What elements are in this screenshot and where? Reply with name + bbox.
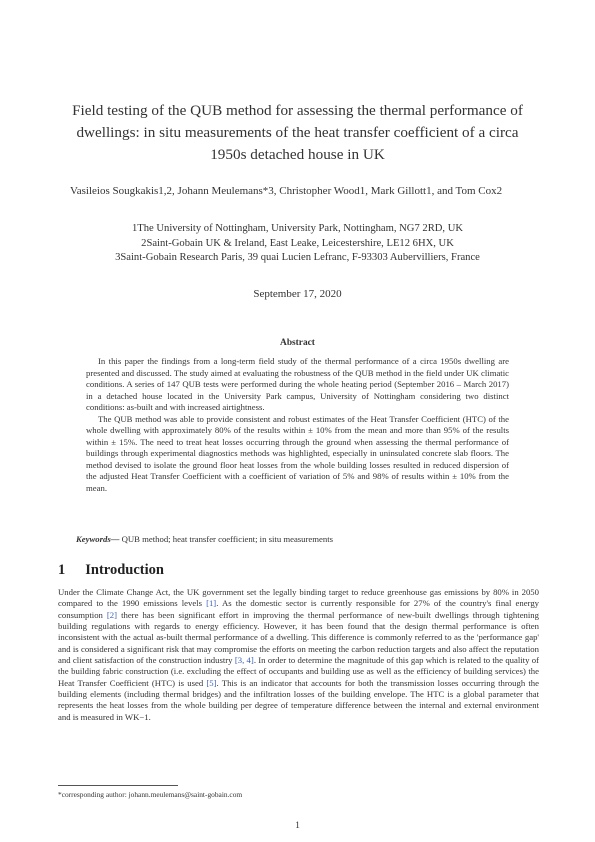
abstract-heading: Abstract [280, 338, 315, 348]
footnote: *corresponding author: johann.meulemans@saint-gobain.com [58, 790, 243, 799]
paper-title: Field testing of the QUB method for assessing the thermal performance of dwellings: in situ measurements of the heat transfer coefficient of a circa 1950s detached house in UK [72, 102, 523, 163]
body-text-5: . This is an indicator that accounts for both the transmission losses occurring through the building elements (including thermal bridges) and the infiltration losses of the building envelope. The HTC is a global parameter that represents the heat losses from the whole building per degree of temperature difference between the internal and external environment and is measured in WK−1. [58, 677, 539, 722]
section-number: 1 [58, 562, 66, 578]
affiliations [70, 222, 525, 266]
abstract-paragraph-1: In this paper the findings from a long-term field study of the thermal performance of a circa 1950s dwelling are presented and discussed. The study aimed at evaluating the robustness of the QUB method in the field under UK climatic conditions. A series of 147 QUB tests were performed during the whole heating period (September 2016 – March 2017) in a detached house located in the University Park campus, University of Nottingham considering two distinct conditions: as-built and with increased airtightness. [86, 356, 509, 412]
body-text-1: Under the Climate Change Act, the UK government set the legally binding target to reduce greenhouse gas emissions by 80% in 2050 compared to the 1990 emissions levels [58, 587, 539, 609]
citation-link-4[interactable]: [5] [206, 677, 217, 688]
keywords-text: QUB method; heat transfer coefficient; in situ measurements [119, 534, 334, 544]
body-text-2: . As the domestic sector is currently responsible for 27% of the country's final energy consumption [58, 598, 540, 620]
introduction-body [58, 587, 539, 723]
affiliation-2: 2Saint-Gobain UK & Ireland, East Leake, Leicestershire, LE12 6HX, UK [141, 237, 454, 249]
keywords-label: Keywords— [76, 534, 120, 544]
footnote-divider [58, 785, 178, 786]
keywords [76, 534, 516, 544]
section-title: Introduction [85, 562, 164, 578]
citation-link-2[interactable]: [2] [106, 609, 118, 620]
body-text-3: there has been significant effort in improving the thermal performance of new-built dwellings through tightening building regulations with regards to energy efficiency. However, it has been found that the design thermal performance is often inconsistent with the actual as-built thermal performance of a dwelling. This difference is commonly referred to as the 'performance gap' and is considered a significant risk that may compromise the efforts on meeting the carbon reduction targets and also affect the reputation and client satisfaction of the construction industry [58, 609, 539, 666]
introduction-paragraph [58, 587, 539, 723]
citation-link-1[interactable]: [1] [206, 598, 217, 609]
abstract-body [86, 356, 509, 494]
abstract-paragraph-2: The QUB method was able to provide consistent and robust estimates of the Heat Transfer Coefficient (HTC) of the whole dwelling with approximately 80% of the results within ± 10% from the mean and more than 95% of the results within ± 15%. The need to treat heat losses occurring through the ground when assessing the thermal performance of buildings through experimental diagnostics methods was highlighted, especially in uninsulated concrete slab floors. The method devised to isolate the ground floor heat losses from the whole building losses resulted in reduced dispersion of the adjusted Heat Transfer Coefficient with a coefficient of variation of 5% and 98% of results within ± 10% from the mean. [86, 413, 509, 493]
section-heading [58, 562, 164, 579]
body-text-4: . In order to determine the magnitude of this gap which is related to the quality of the building fabric construction (i.e. excluding the effect of occupants and building use as well as the efficiency of building services) the Heat Transfer Coefficient (HTC) is used [58, 655, 539, 688]
publication-date: September 17, 2020 [253, 288, 342, 300]
author-list: Vasileios Sougkakis1,2, Johann Meulemans*3, Christopher Wood1, Mark Gillott1, and Tom Cox2 [70, 185, 503, 197]
affiliation-3: 3Saint-Gobain Research Paris, 39 quai Lucien Lefranc, F-93303 Aubervilliers, France [115, 252, 480, 264]
page-number: 1 [295, 820, 300, 831]
affiliation-1: 1The University of Nottingham, University Park, Nottingham, NG7 2RD, UK [131, 223, 464, 234]
citation-link-3[interactable]: [3, 4] [234, 655, 254, 666]
